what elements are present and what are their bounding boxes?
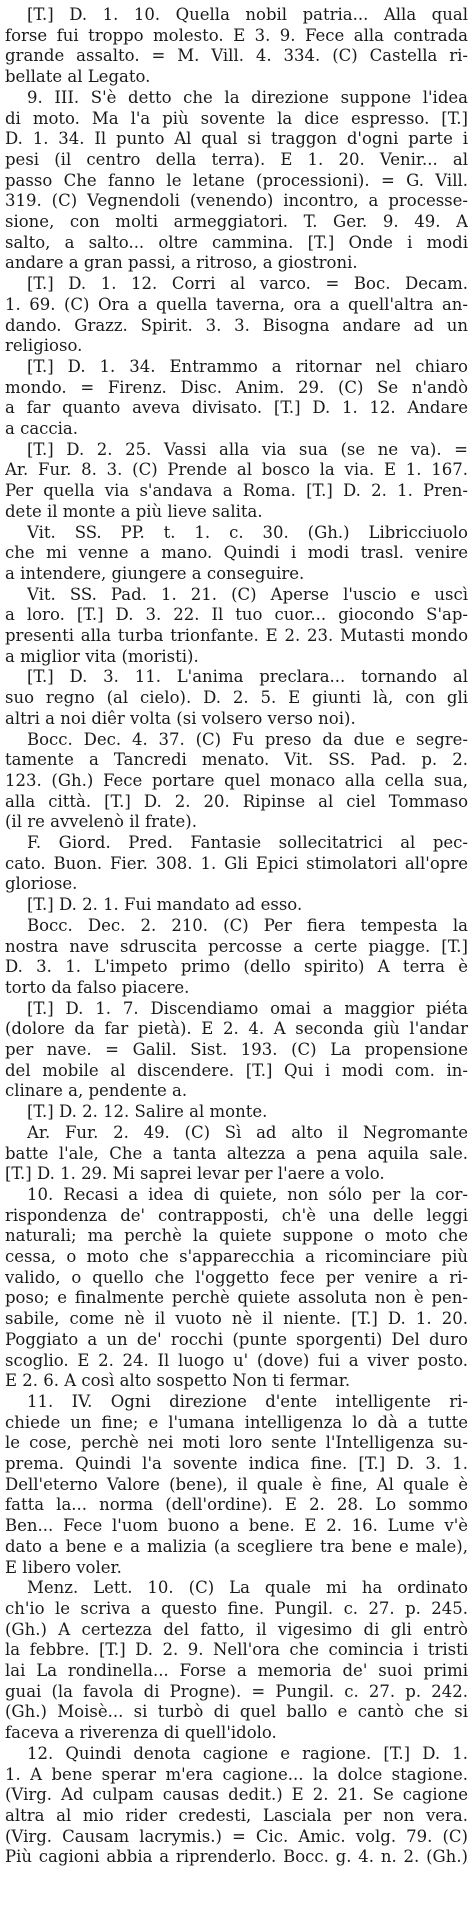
text-line: guai (la favola di Progne). = Pungil. c. 27. p. 242. xyxy=(5,1681,468,1701)
text-line: [T.] D. 1. 29. Mi saprei levar per l'aere a volo. xyxy=(5,1164,385,1184)
text-line: 1. A bene sperar m'era cagione... la dolce stagione. xyxy=(5,1764,468,1784)
text-line: Vit. SS. Pad. 1. 21. (C) Aperse l'uscio e uscì xyxy=(27,584,468,604)
text-line: Ar. Fur. 8. 3. (C) Prende al bosco la via. E 1. 167. xyxy=(5,460,468,480)
text-line: andare a gran passi, a ritroso, a giostroni. xyxy=(5,253,358,273)
text-line: D. 1. 34. Il punto Al qual si traggon d'ogni parte i xyxy=(5,129,468,149)
text-line: [T.] D. 1. 34. Entrammo a ritornar nel chiaro xyxy=(27,356,468,376)
text-line: Bocc. Dec. 4. 37. (C) Fu preso da due e segre- xyxy=(27,729,468,749)
text-line: dete il monte a più lieve salita. xyxy=(5,501,263,521)
text-line: passo Che fanno le letane (processioni). = G. Vill. xyxy=(5,170,468,190)
text-line: faceva a riverenza di quell'idolo. xyxy=(5,1723,277,1743)
text-line: Bocc. Dec. 2. 210. (C) Per fiera tempesta la xyxy=(27,915,468,935)
text-line: rispondenza de' contrapposti, ch'è una delle leggi xyxy=(5,1205,468,1225)
text-line: che mi venne a mano. Quindi i modi trasl. venire xyxy=(5,543,468,563)
text-line: mondo. = Firenz. Disc. Anim. 29. (C) Se n'andò xyxy=(5,377,468,397)
text-line: pesi (il centro della terra). E 1. 20. Venir... al xyxy=(5,149,468,169)
text-line: batte l'ale, Che a tanta altezza a pena aquila sale. xyxy=(5,1143,468,1163)
text-line: nostra nave sdruscita percosse a certe piagge. [T.] xyxy=(5,936,468,956)
text-line: 12. Quindi denota cagione e ragione. [T.] D. 1. xyxy=(27,1743,468,1763)
text-line: clinare a, pendente a. xyxy=(5,1081,188,1101)
text-line: poso; e finalmente perchè quiete assoluta non è pen- xyxy=(5,1288,468,1308)
text-line: del mobile al discendere. [T.] Qui i modi com. in- xyxy=(5,1060,468,1080)
text-line: 11. IV. Ogni direzione d'ente intelligente ri- xyxy=(27,1391,468,1411)
text-line: Ar. Fur. 2. 49. (C) Sì ad alto il Negromante xyxy=(27,1122,468,1142)
text-line: a loro. [T.] D. 3. 22. Il tuo cuor... giocondo S'ap- xyxy=(5,605,468,625)
text-line: a intendere, giungere a conseguire. xyxy=(5,563,305,583)
text-line: [T.] D. 1. 12. Corri al varco. = Boc. Decam. xyxy=(27,274,468,294)
text-line: chiede un fine; e l'umana intelligenza lo dà a tutte xyxy=(5,1412,468,1432)
text-line: 319. (C) Vegnendoli (venendo) incontro, a processe- xyxy=(5,191,468,211)
text-line: alla città. [T.] D. 2. 20. Ripinse al ciel Tommaso xyxy=(5,791,468,811)
text-line: altri a noi diêr volta (si volsero verso noi). xyxy=(5,708,356,728)
text-line: naturali; ma perchè la quiete suppone o moto che xyxy=(5,1226,468,1246)
text-line: sione, con molti armeggiatori. T. Ger. 9. 49. A xyxy=(5,212,468,231)
text-line: lai La rondinella... Forse a memoria de' suoi primi xyxy=(5,1661,468,1680)
text-line: (dolore da far pietà). E 2. 4. A seconda giù l'andar xyxy=(5,1019,468,1039)
text-line: (Gh.) A certezza del fatto, il vigesimo di gli entrò xyxy=(5,1619,468,1639)
text-line: altra al mio rider credesti, Lasciala per non vera. xyxy=(5,1805,468,1825)
text-line: [T.] D. 3. 11. L'anima preclara... tornando al xyxy=(27,667,468,687)
text-line: prema. Quindi l'a sovente indica fine. [T.] D. 3. 1. xyxy=(5,1454,468,1473)
text-line: (il re avvelenò il frate). xyxy=(5,812,197,832)
text-line: 9. III. S'è detto che la direzione suppone l'idea xyxy=(27,87,468,107)
text-line: 1. 69. (C) Ora a quella taverna, ora a quell'altra an- xyxy=(5,294,468,314)
text-line: Vit. SS. PP. t. 1. c. 30. (Gh.) Libricciuolo xyxy=(27,522,468,542)
text-line: (Virg. Causam lacrymis.) = Cic. Amic. volg. 79. (C) xyxy=(5,1826,468,1846)
text-line: [T.] D. 2. 1. Fui mandato ad esso. xyxy=(27,895,303,915)
text-line: Dell'eterno Valore (bene), il quale è fine, Al quale è xyxy=(5,1474,468,1494)
text-line: grande assalto. = M. Vill. 4. 334. (C) Castella ri- xyxy=(5,46,468,66)
text-line: scoglio. E 2. 24. Il luogo u' (dove) fui a viver posto. xyxy=(5,1350,468,1370)
text-line: tamente a Tancredi menato. Vit. SS. Pad. p. 2. xyxy=(5,750,468,770)
text-line: 10. Recasi a idea di quiete, non sólo per la cor- xyxy=(27,1184,468,1204)
text-line: suo regno (al cielo). D. 2. 5. E giunti là, con gli xyxy=(5,688,468,708)
text-line: dando. Grazz. Spirit. 3. 3. Bisogna andare ad un xyxy=(5,315,468,335)
text-line: a miglior vita (moristi). xyxy=(5,646,199,666)
text-line: E libero voler. xyxy=(5,1557,122,1577)
text-line: salto, a salto... oltre cammina. [T.] Onde i modi xyxy=(5,232,468,252)
text-line: (Virg. Ad culpam causas dedit.) E 2. 21. Se cagione xyxy=(5,1785,468,1805)
text-line: valido, o quello che l'oggetto fece per venire a ri- xyxy=(5,1267,468,1287)
text-line: dato a bene e a malizia (a scegliere tra bene e male), xyxy=(5,1536,468,1556)
text-line: le cose, perchè nei moti loro sente l'Intelligenza su- xyxy=(5,1433,468,1453)
text-line: torto da falso piacere. xyxy=(5,977,190,997)
text-line: Ben... Fece l'uom buono a bene. E 2. 16. Lume v'è xyxy=(5,1516,468,1536)
text-line: a far quanto aveva divisato. [T.] D. 1. 12. Andare xyxy=(5,398,468,418)
text-line: [T.] D. 1. 10. Quella nobil patria... Alla qual xyxy=(27,5,468,24)
text-line: 123. (Gh.) Fece portare quel monaco alla cella sua, xyxy=(5,770,468,790)
text-line: E 2. 6. A così alto sospetto Non ti fermar. xyxy=(5,1371,351,1391)
text-line: D. 3. 1. L'impeto primo (dello spirito) A terra è xyxy=(5,957,468,977)
text-line: presenti alla turba trionfante. E 2. 23. Mutasti mondo xyxy=(5,626,468,645)
text-line: [T.] D. 1. 7. Discendiamo omai a maggior piéta xyxy=(27,998,468,1018)
text-line: bellate al Legato. xyxy=(5,67,151,87)
text-line: a caccia. xyxy=(5,419,79,438)
text-line: per nave. = Galil. Sist. 193. (C) La propensione xyxy=(5,1040,468,1059)
text-line: Menz. Lett. 10. (C) La quale mi ha ordinato xyxy=(27,1578,468,1598)
text-line: gloriose. xyxy=(5,874,78,894)
text-line: la febbre. [T.] D. 2. 9. Nell'ora che comincia i tristi xyxy=(5,1640,468,1660)
text-line: cessa, o moto che s'apparecchia a ricominciare più xyxy=(5,1247,468,1266)
text-line: [T.] D. 2. 25. Vassi alla via sua (se ne va). = xyxy=(27,439,468,459)
text-line: cato. Buon. Fier. 308. 1. Gli Epici stimolatori all'opre xyxy=(5,853,468,873)
text-line: F. Giord. Pred. Fantasie sollecitatrici al pec- xyxy=(27,833,468,852)
text-line: ch'io le scriva a questo fine. Pungil. c. 27. p. 245. xyxy=(5,1598,468,1618)
text-line: di moto. Ma l'a più sovente la dice espresso. [T.] xyxy=(5,108,468,128)
text-line: forse fui troppo molesto. E 3. 9. Fece alla contrada xyxy=(5,25,468,45)
text-line: Per quella via s'andava a Roma. [T.] D. 2. 1. Pren- xyxy=(5,481,468,501)
text-line: sabile, come nè il vuoto nè il niente. [T.] D. 1. 20. xyxy=(5,1309,468,1329)
text-line: fatta la... norma (dell'ordine). E 2. 28. Lo sommo xyxy=(5,1495,468,1515)
text-line: [T.] D. 2. 12. Salire al monte. xyxy=(27,1102,268,1122)
text-line: Poggiato a un de' rocchi (punte sporgenti) Del duro xyxy=(5,1329,468,1349)
text-line: Più cagioni abbia a riprenderlo. Bocc. g. 4. n. 2. (Gh.) xyxy=(5,1847,468,1867)
text-line: (Gh.) Moisè... si turbò di quel ballo e cantò che si xyxy=(5,1702,468,1722)
text-line: religioso. xyxy=(5,336,83,356)
